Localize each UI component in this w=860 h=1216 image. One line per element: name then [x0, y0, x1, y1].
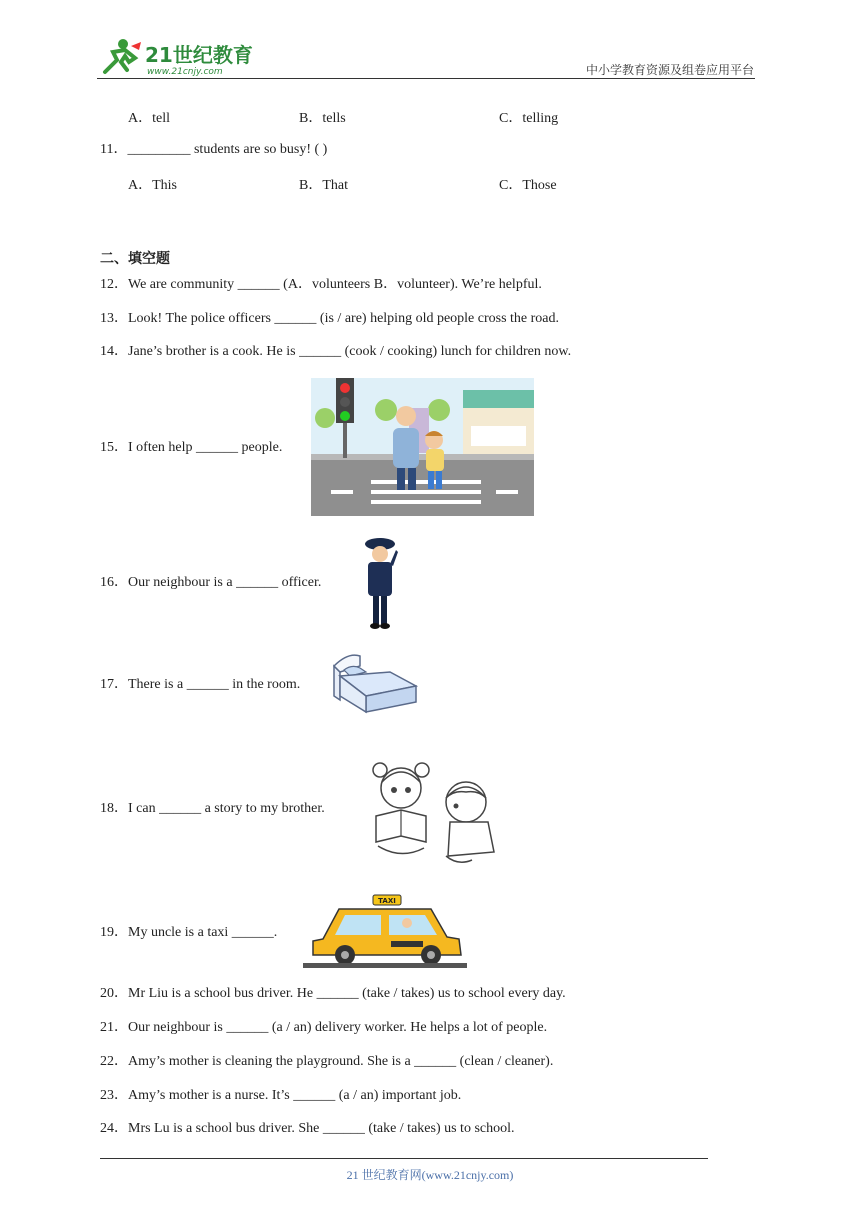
- question-11: 11．_________ students are so busy! ( ): [100, 142, 328, 157]
- question-15: 15．I often help ______ people.: [100, 440, 283, 455]
- q10-option-b: B．tells: [299, 111, 346, 126]
- question-16: 16．Our neighbour is a ______ officer.: [100, 575, 322, 590]
- question-19: 19．My uncle is a taxi ______.: [100, 925, 278, 940]
- question-14: 14．Jane’s brother is a cook. He is ______ (cook / cooking) lunch for children now.: [100, 344, 572, 359]
- q11-option-b: B．That: [299, 178, 348, 193]
- question-23: 23．Amy’s mother is a nurse. It’s ______ (a / an) important job.: [100, 1088, 462, 1103]
- header-divider: [97, 78, 755, 79]
- question-21: 21．Our neighbour is ______ (a / an) delivery worker. He helps a lot of people.: [100, 1020, 548, 1035]
- footer-divider: [100, 1158, 708, 1159]
- police-officer-image: [360, 536, 400, 631]
- question-20: 20．Mr Liu is a school bus driver. He ______ (take / takes) us to school every day.: [100, 986, 566, 1001]
- question-22: 22．Amy’s mother is cleaning the playground. She is a ______ (clean / cleaner).: [100, 1054, 554, 1069]
- site-logo: [95, 36, 265, 78]
- question-17: 17．There is a ______ in the room.: [100, 677, 301, 692]
- svg-text:21世纪教育: 21世纪教育: [145, 43, 253, 67]
- q10-option-a: A．tell: [128, 111, 170, 126]
- svg-text:www.21cnjy.com: www.21cnjy.com: [147, 67, 223, 77]
- footer-link[interactable]: 21 世纪教育网(www.21cnjy.com): [346, 1168, 514, 1182]
- site-name: 中小学教育资源及组卷应用平台: [585, 63, 754, 77]
- q11-option-c: C．Those: [499, 178, 557, 193]
- question-18: 18．I can ______ a story to my brother.: [100, 801, 325, 816]
- taxi-image: [303, 893, 467, 969]
- question-24: 24．Mrs Lu is a school bus driver. She ______ (take / takes) us to school.: [100, 1121, 515, 1136]
- bed-image: [330, 646, 418, 720]
- question-13: 13．Look! The police officers ______ (is / are) helping old people cross the road.: [100, 311, 560, 326]
- q11-option-a: A．This: [128, 178, 177, 193]
- taxi-sign-text: TAXI: [378, 897, 396, 905]
- kids-reading-image: [368, 756, 496, 868]
- runner-logo-icon: [105, 39, 141, 72]
- section-title: 二、填空题: [100, 251, 170, 267]
- question-12: 12．We are community ______ (A．volunteers B．volunteer). We’re helpful.: [100, 277, 542, 292]
- crossing-road-image: [311, 378, 534, 516]
- q10-option-c: C．telling: [499, 111, 559, 126]
